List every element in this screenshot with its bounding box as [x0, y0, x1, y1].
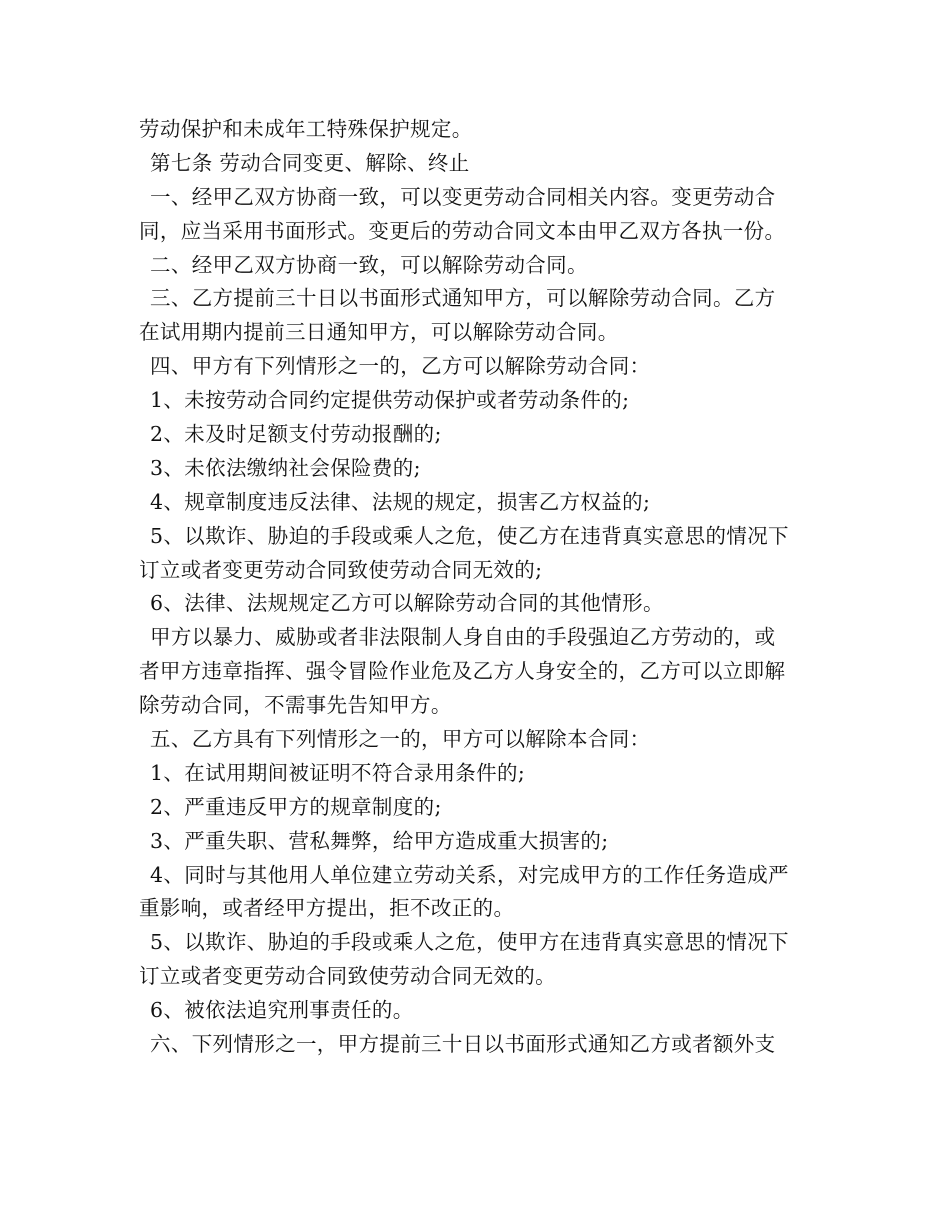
- text-line: 四、甲方有下列情形之一的，乙方可以解除劳动合同：: [150, 354, 651, 379]
- text-line: 5、以欺诈、胁迫的手段或乘人之危，使甲方在违背真实意思的情况下: [150, 930, 789, 955]
- text-line: 五、乙方具有下列情形之一的，甲方可以解除本合同：: [150, 727, 651, 752]
- text-line: 甲方以暴力、威胁或者非法限制人身自由的手段强迫乙方劳动的，或: [150, 625, 776, 650]
- text-line: 1、未按劳动合同约定提供劳动保护或者劳动条件的;: [150, 388, 630, 413]
- text-line: 4、同时与其他用人单位建立劳动关系，对完成甲方的工作任务造成严: [150, 862, 789, 887]
- text-line: 除劳动合同，不需事先告知甲方。: [139, 693, 452, 718]
- contract-text-body: [139, 113, 819, 1062]
- text-line: 三、乙方提前三十日以书面形式通知甲方，可以解除劳动合同。乙方: [150, 286, 776, 311]
- text-line: 6、被依法追究刑事责任的。: [150, 998, 414, 1023]
- text-line: 1、在试用期间被证明不符合录用条件的;: [150, 760, 526, 785]
- text-line: 二、经甲乙双方协商一致，可以解除劳动合同。: [150, 252, 588, 277]
- text-line: 订立或者变更劳动合同致使劳动合同无效的。: [139, 964, 556, 989]
- text-line: 订立或者变更劳动合同致使劳动合同无效的;: [139, 557, 543, 582]
- text-line: 3、未依法缴纳社会保险费的;: [150, 455, 421, 480]
- text-line: 同，应当采用书面形式。变更后的劳动合同文本由甲乙双方各执一份。: [139, 218, 786, 243]
- text-line: 一、经甲乙双方协商一致，可以变更劳动合同相关内容。变更劳动合: [150, 184, 776, 209]
- text-line: 2、严重违反甲方的规章制度的;: [150, 794, 442, 819]
- text-line: 者甲方违章指挥、强令冒险作业危及乙方人身安全的，乙方可以立即解: [139, 659, 786, 684]
- text-line: 5、以欺诈、胁迫的手段或乘人之危，使乙方在违背真实意思的情况下: [150, 523, 789, 548]
- text-line: 4、规章制度违反法律、法规的规定，损害乙方权益的;: [150, 489, 651, 514]
- text-line: 劳动保护和未成年工特殊保护规定。: [139, 117, 473, 141]
- text-line: 6、法律、法规规定乙方可以解除劳动合同的其他情形。: [150, 591, 664, 616]
- text-line: 在试用期内提前三日通知甲方，可以解除劳动合同。: [139, 320, 619, 345]
- text-line: 3、严重失职、营私舞弊，给甲方造成重大损害的;: [150, 828, 609, 853]
- text-line: 六、下列情形之一，甲方提前三十日以书面形式通知乙方或者额外支: [150, 1032, 776, 1057]
- text-line: 2、未及时足额支付劳动报酬的;: [150, 422, 442, 447]
- article-heading: 第七条 劳动合同变更、解除、终止: [150, 150, 470, 175]
- text-line: 重影响，或者经甲方提出，拒不改正的。: [139, 896, 515, 921]
